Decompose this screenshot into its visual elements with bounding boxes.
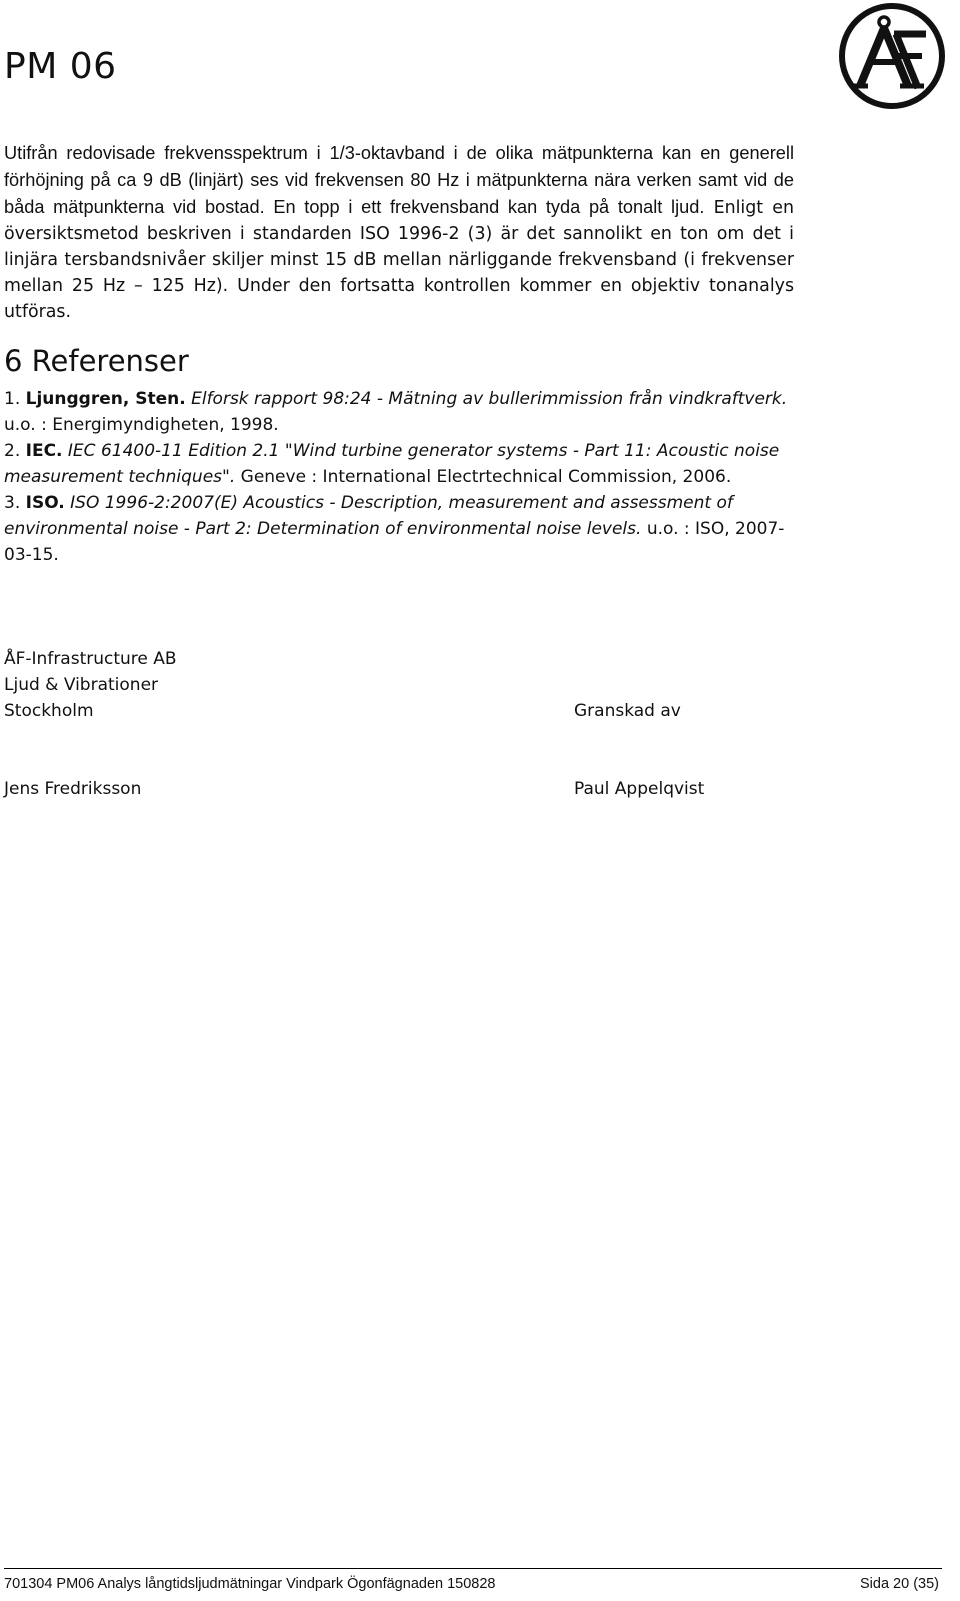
intro-text-part2: Enligt en översiktsmetod beskriven i standarden ISO 1996-2 (3) är det sannolikt en ton om det i linjära tersbandsnivåer skiljer minst 15 dB mellan närliggande frekvensband (i frekvenser mellan 25 Hz – 125 Hz). Under den fortsatta kontrollen kommer en objektiv tonanalys utföras. — [4, 198, 795, 322]
reference-title: IEC 61400-11 Edition 2. — [67, 441, 269, 461]
signature-company: ÅF-Infrastructure AB — [4, 649, 177, 669]
reference-title: ISO 1996-2:2007(E) Acoustics - Description, measurement and assessment of environmental noise - Part 2: Determination of environmental noise levels. — [4, 493, 733, 539]
page-title: PM 06 — [4, 46, 117, 87]
reference-publisher: Geneve : International Electrtechnical Commission, 2006. — [240, 467, 732, 487]
footer-page-number: Sida 20 (35) — [860, 1576, 939, 1592]
reference-title: Elforsk rapport 98:24 - Mätning av bullerimmission från vindkraftverk. — [191, 389, 788, 409]
signature-reviewer-name: Paul Appelqvist — [574, 779, 705, 799]
af-logo-icon — [836, 0, 948, 112]
intro-paragraph — [4, 140, 794, 325]
signature-author-name: Jens Fredriksson — [4, 779, 142, 799]
signature-department: Ljud & Vibrationer — [4, 675, 159, 695]
reference-publisher: u.o. : Energimyndigheten, 1998. — [4, 415, 279, 435]
reference-author: IEC. — [25, 441, 63, 461]
reference-item — [4, 438, 804, 490]
reference-list — [4, 386, 804, 568]
reference-author: Ljunggren, Sten. — [25, 389, 186, 409]
signature-reviewed-label: Granskad av — [574, 701, 681, 721]
reference-number: 1. — [4, 389, 21, 409]
section-heading-references: 6 Referenser — [4, 344, 189, 378]
intro-text-part1: Utifrån redovisade frekvensspektrum i 1/3-oktavband i de olika mätpunkterna kan en generell förhöjning på ca 9 dB (linjärt) ses vid frekvensen 80 Hz i mätpunkterna nära verken samt vid de båda mätpunkterna vid bostad. En topp i ett frekvensband kan tyda på tonalt ljud. — [4, 143, 794, 217]
reference-item — [4, 386, 804, 438]
reference-author: ISO. — [25, 493, 65, 513]
reference-number: 3. — [4, 493, 21, 513]
footer-document-id: 701304 PM06 Analys långtidsljudmätningar Vindpark Ögonfägnaden 150828 — [4, 1576, 496, 1592]
reference-publisher: u.o. : ISO, 2007-03-15. — [4, 519, 785, 565]
reference-item — [4, 490, 804, 568]
reference-number: 2. — [4, 441, 21, 461]
signature-city: Stockholm — [4, 701, 94, 721]
reference-title-continued: 1 "Wind turbine generator systems - Part 11: Acoustic noise measurement techniques". — [4, 441, 780, 487]
footer-divider — [4, 1568, 942, 1569]
